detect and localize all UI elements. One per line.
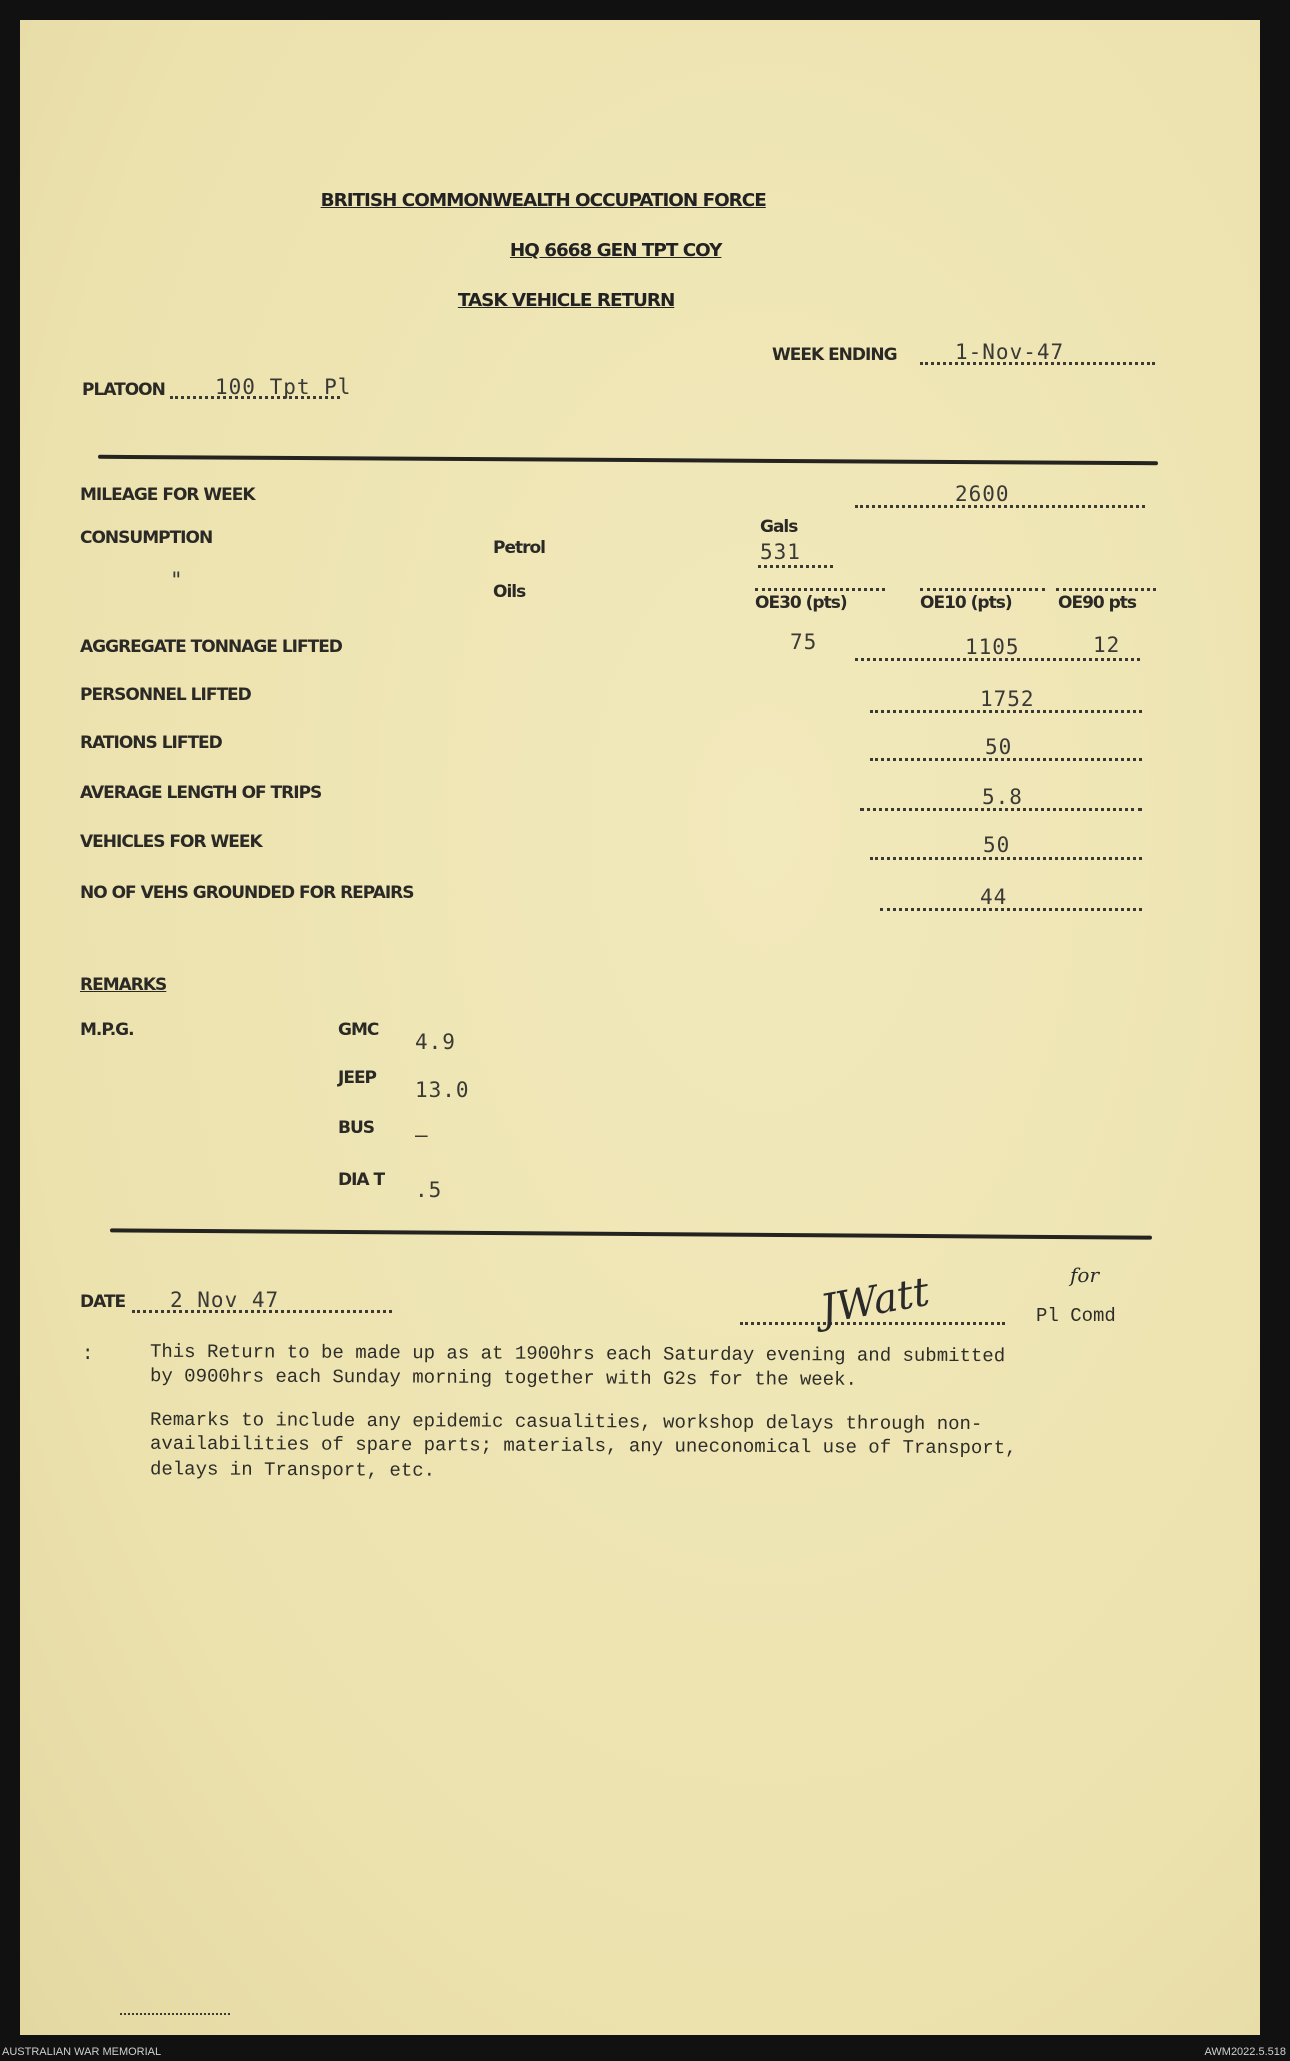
oils-col3-label: OE90 pts	[1058, 593, 1137, 613]
gals-value: 531	[760, 540, 801, 564]
petrol-label: Petrol	[493, 538, 546, 558]
signature-rank: for	[1070, 1263, 1100, 1287]
footer-left: AUSTRALIAN WAR MEMORIAL	[2, 2046, 162, 2058]
platoon-label: PLATOON	[82, 380, 165, 400]
remark-value-gmc: 4.9	[415, 1030, 456, 1054]
oils-col2-label: OE10 (pts)	[920, 593, 1012, 613]
signature: JWatt	[816, 1268, 933, 1334]
remark-value-jeep: 13.0	[415, 1078, 470, 1102]
grounded-value: 44	[980, 885, 1008, 909]
remark-type-bus: BUS	[338, 1118, 375, 1138]
consumption-label: CONSUMPTION	[80, 528, 213, 548]
remark-type-gmc: GMC	[338, 1020, 379, 1040]
signature-title: Pl Comd	[1036, 1305, 1116, 1327]
trips-value: 5.8	[982, 785, 1023, 809]
rations-value: 50	[985, 735, 1013, 759]
bottom-scrap-mark	[120, 2013, 230, 2015]
header-line2: HQ 6668 GEN TPT COY	[509, 240, 722, 261]
remark-value-diat: .5	[415, 1178, 443, 1202]
remarks-label: REMARKS	[80, 975, 167, 995]
date-label: DATE	[80, 1292, 126, 1312]
tonnage-value3: 12	[1093, 633, 1121, 657]
notes-para1-line1: This Return to be made up as at 1900hrs each Saturday evening and submitted	[149, 1340, 1006, 1368]
mpg-label: M.P.G.	[80, 1020, 134, 1040]
mileage-label: MILEAGE FOR WEEK	[80, 485, 255, 505]
grounded-label: NO OF VEHS GROUNDED FOR REPAIRS	[80, 883, 414, 903]
rations-label: RATIONS LIFTED	[80, 733, 222, 753]
notes-para2-line1: Remarks to include any epidemic casualities, workshop delays through non-	[149, 1408, 983, 1436]
oils-col1-dots	[755, 588, 885, 591]
document-sheet	[20, 20, 1260, 2035]
vehicles-label: VEHICLES FOR WEEK	[80, 832, 262, 852]
oils-col2-dots	[920, 588, 1045, 591]
trips-label: AVERAGE LENGTH OF TRIPS	[80, 783, 322, 803]
top-rule	[98, 455, 1158, 465]
grounded-dots	[880, 908, 1142, 911]
oils-ditto: "	[170, 568, 184, 592]
personnel-value: 1752	[980, 687, 1035, 711]
remark-type-jeep: JEEP	[338, 1068, 377, 1088]
oils-col3-dots	[1056, 588, 1156, 591]
header-line3: TASK VEHICLE RETURN	[457, 290, 675, 311]
footer-right: AWM2022.5.518	[1204, 2046, 1286, 2058]
vehicles-dots	[870, 857, 1142, 860]
gals-label: Gals	[760, 517, 798, 537]
personnel-label: PERSONNEL LIFTED	[80, 685, 251, 705]
platoon-value: 100 Tpt Pl	[215, 375, 352, 399]
tonnage-value2: 1105	[965, 635, 1020, 659]
gals-dots	[758, 565, 833, 568]
notes-para2-line2: availabilities of spare parts; materials, any uneconomical use of Transport,	[149, 1432, 1017, 1460]
week-ending-label: WEEK ENDING	[772, 345, 897, 365]
mileage-value: 2600	[955, 482, 1010, 506]
vehicles-value: 50	[983, 833, 1011, 857]
week-ending-value: 1-Nov-47	[955, 340, 1065, 364]
notes-marker: :	[82, 1343, 94, 1365]
date-value: 2 Nov 47	[170, 1288, 280, 1312]
notes-para2-line3: delays in Transport, etc.	[149, 1458, 436, 1482]
tonnage-label: AGGREGATE TONNAGE LIFTED	[80, 637, 342, 657]
remark-value-bus: —	[415, 1123, 429, 1147]
oils-label: Oils	[493, 582, 526, 602]
header-line1: BRITISH COMMONWEALTH OCCUPATION FORCE	[320, 190, 766, 211]
notes-para1-line2: by 0900hrs each Sunday morning together with G2s for the week.	[149, 1365, 857, 1391]
remark-type-diat: DIA T	[338, 1170, 385, 1190]
tonnage-value1: 75	[790, 630, 818, 654]
oils-col1-label: OE30 (pts)	[755, 593, 847, 613]
bottom-rule	[110, 1228, 1152, 1239]
